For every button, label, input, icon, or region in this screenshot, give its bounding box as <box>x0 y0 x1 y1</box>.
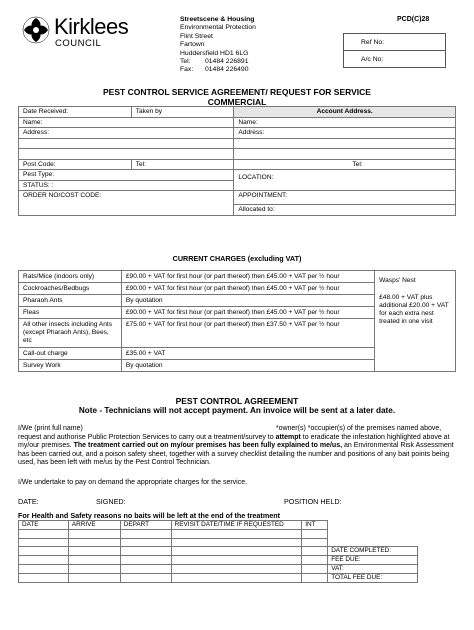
agreement-text: an Environmental Risk Assessment has been carried out, and a poison safety sheet, together with a survey checklist detailing the number and positions of any bait points being used, has been left with me/us by the Pest Control Technician. <box>18 442 454 467</box>
visit-cell[interactable] <box>171 565 302 574</box>
visit-header: ARRIVE <box>68 521 120 530</box>
charges-table <box>18 270 456 372</box>
undertake-text: I/We undertake to pay on demand the appropriate charges for the service. <box>18 479 248 486</box>
visit-cell[interactable] <box>19 547 69 556</box>
status-field[interactable]: STATUS: : <box>19 180 234 191</box>
visit-cell[interactable] <box>68 556 120 565</box>
spacer-cell <box>328 530 418 539</box>
fax-number: 01484 226490 <box>205 66 249 74</box>
address-line: Fartown <box>180 41 205 49</box>
fee-due-field[interactable]: FEE DUE: <box>328 556 418 565</box>
charge-price: £90.00 + VAT for first hour (or part thereof) then £45.00 + VAT per ½ hour <box>121 283 374 295</box>
agreement-emphasis: The treatment carried out on my/our premises has been fully explained to me/us, <box>73 442 343 450</box>
account-tel-label: Tel: <box>352 160 363 168</box>
name-field[interactable]: Name: <box>19 117 234 128</box>
department-name: Streetscene & Housing <box>180 16 255 23</box>
visit-cell[interactable] <box>302 574 328 583</box>
address-line-field[interactable] <box>19 149 234 160</box>
visit-cell[interactable] <box>68 538 120 547</box>
visit-cell[interactable] <box>19 530 69 539</box>
pest-type-field[interactable]: Pest Type: <box>19 170 234 181</box>
visit-cell[interactable] <box>171 547 302 556</box>
wasps-nest-cell <box>375 271 456 372</box>
form-code: PCD(C)28 <box>397 16 430 23</box>
tel-line <box>180 58 256 66</box>
signed-label: SIGNED: <box>96 497 126 506</box>
ac-no-field[interactable]: A/c No: <box>361 56 384 63</box>
charge-pest: Cockroaches/Bedbugs <box>19 283 122 295</box>
visit-cell[interactable] <box>302 547 328 556</box>
account-name-field[interactable]: Name: <box>234 117 456 128</box>
wasps-title: Wasps' Nest <box>379 277 416 284</box>
visit-cell[interactable] <box>302 530 328 539</box>
visit-cell[interactable] <box>19 556 69 565</box>
address-line-field[interactable] <box>19 138 234 149</box>
post-code-field[interactable]: Post Code: <box>19 159 132 170</box>
visit-cell[interactable] <box>302 538 328 547</box>
fax-line <box>180 66 256 74</box>
tel-number: 01484 226891 <box>205 58 249 66</box>
reference-box <box>343 33 446 68</box>
spacer-cell <box>328 538 418 547</box>
charge-price: £90.00 + VAT for first hour (or part thereof) then £45.00 + VAT per ½ hour <box>121 307 374 319</box>
visit-cell[interactable] <box>171 530 302 539</box>
visit-cell[interactable] <box>68 565 120 574</box>
visit-cell[interactable] <box>120 538 171 547</box>
wasps-price: £48.00 + VAT plus additional £20.00 + VAT for each extra nest treated in one visit <box>379 294 449 325</box>
visit-cell[interactable] <box>68 547 120 556</box>
customer-details-table <box>18 106 456 216</box>
logo-wordmark: Kirklees <box>54 14 129 39</box>
address-line: Huddersfield HD1 6LG <box>180 49 249 57</box>
order-no-field[interactable]: ORDER NO/COST CODE: <box>19 191 234 216</box>
charge-price: £35.00 + VAT <box>121 348 374 360</box>
taken-by-field[interactable]: Taken by <box>131 107 234 118</box>
visit-header: DEPART <box>120 521 171 530</box>
visit-cell[interactable] <box>120 574 171 583</box>
visit-cell[interactable] <box>171 538 302 547</box>
visit-cell[interactable] <box>120 565 171 574</box>
visit-cell[interactable] <box>120 530 171 539</box>
agreement-title: PEST CONTROL AGREEMENT <box>175 396 299 406</box>
agreement-paragraph <box>18 425 458 468</box>
charge-pest: Pharaoh Ants <box>19 295 122 307</box>
charges-title: CURRENT CHARGES (excluding VAT) <box>172 254 302 263</box>
charge-price: By quotation <box>121 295 374 307</box>
visit-header: INT <box>302 521 328 530</box>
charge-pest: Survey Work <box>19 360 122 372</box>
location-field[interactable]: LOCATION: <box>234 170 456 191</box>
visit-cell[interactable] <box>120 556 171 565</box>
total-fee-due-field[interactable]: TOTAL FEE DUE: <box>328 574 418 583</box>
visit-cell[interactable] <box>19 538 69 547</box>
appointment-field[interactable]: APPOINTMENT: <box>234 191 456 205</box>
position-held-label: POSITION HELD: <box>284 497 342 506</box>
department-address <box>180 16 256 75</box>
account-address-field[interactable]: Address: <box>234 128 456 139</box>
kirklees-logo <box>22 14 142 54</box>
health-safety-note: For Health and Safety reasons no baits will be left at the end of the treatment <box>18 511 280 520</box>
spacer-cell <box>328 521 418 530</box>
visit-header: DATE <box>19 521 69 530</box>
agreement-text: *owner(s) *occupier(s) of the premises named above, request and authorise Public Protection Services to carry out a treatment/survey to <box>18 425 442 441</box>
visit-cell[interactable] <box>120 547 171 556</box>
logo-council: COUNCIL <box>55 38 102 49</box>
date-completed-field[interactable]: DATE COMPLETED: <box>328 547 418 556</box>
date-label: DATE: <box>18 497 39 506</box>
agreement-emphasis: attempt <box>275 433 301 441</box>
vat-field[interactable]: VAT: <box>328 565 418 574</box>
date-received-field[interactable]: Date Received: <box>19 107 132 118</box>
agreement-note: Note - Technicians will not accept payment. An invoice will be sent at a later date. <box>78 406 396 415</box>
visit-log-table <box>18 520 418 583</box>
kirklees-emblem-icon <box>22 16 50 44</box>
address-field[interactable]: Address: <box>19 128 234 139</box>
visit-cell[interactable] <box>302 565 328 574</box>
address-line: Environmental Protection <box>180 24 256 32</box>
visit-cell[interactable] <box>171 574 302 583</box>
charge-pest: All other insects including Ants (except Pharaoh Ants), Bees, etc <box>19 319 122 348</box>
visit-cell[interactable] <box>19 565 69 574</box>
charge-price: £75.00 + VAT for first hour (or part thereof) then £37.50 + VAT per ½ hour <box>121 319 374 348</box>
account-address-header: Account Address. <box>234 107 456 118</box>
charge-pest: Rats/Mice (indoors only) <box>19 271 122 283</box>
account-tel-field[interactable] <box>234 159 456 170</box>
charge-price: £90.00 + VAT for first hour (or part thereof) then £45.00 + VAT per ½ hour <box>121 271 374 283</box>
print-name-label: I/We (print full name) <box>18 425 83 432</box>
visit-cell[interactable] <box>68 530 120 539</box>
allocated-to-field[interactable]: Allocated to: <box>234 205 456 216</box>
visit-cell[interactable] <box>302 556 328 565</box>
charge-pest: Call-out charge <box>19 348 122 360</box>
charge-price: By quotation <box>121 360 374 372</box>
account-address-line-field[interactable] <box>234 149 456 160</box>
fax-label: Fax: <box>180 66 194 74</box>
visit-cell[interactable] <box>19 574 69 583</box>
address-line: Flint Street <box>180 32 213 40</box>
visit-cell[interactable] <box>68 574 120 583</box>
agreement-text: to eradicate the infestation highlighted above at my/our premises. <box>18 433 450 450</box>
ref-no-field[interactable]: Ref No: <box>344 34 445 51</box>
form-title: PEST CONTROL SERVICE AGREEMENT/ REQUEST FOR SERVICE <box>103 87 371 97</box>
charge-pest: Fleas <box>19 307 122 319</box>
form-subtitle: COMMERCIAL <box>207 97 267 107</box>
visit-cell[interactable] <box>171 556 302 565</box>
tel-field[interactable]: Tel: <box>131 159 234 170</box>
tel-label: Tel: <box>180 58 191 66</box>
account-address-line-field[interactable] <box>234 138 456 149</box>
visit-header: REVISIT DATE/TIME IF REQUESTED <box>171 521 302 530</box>
